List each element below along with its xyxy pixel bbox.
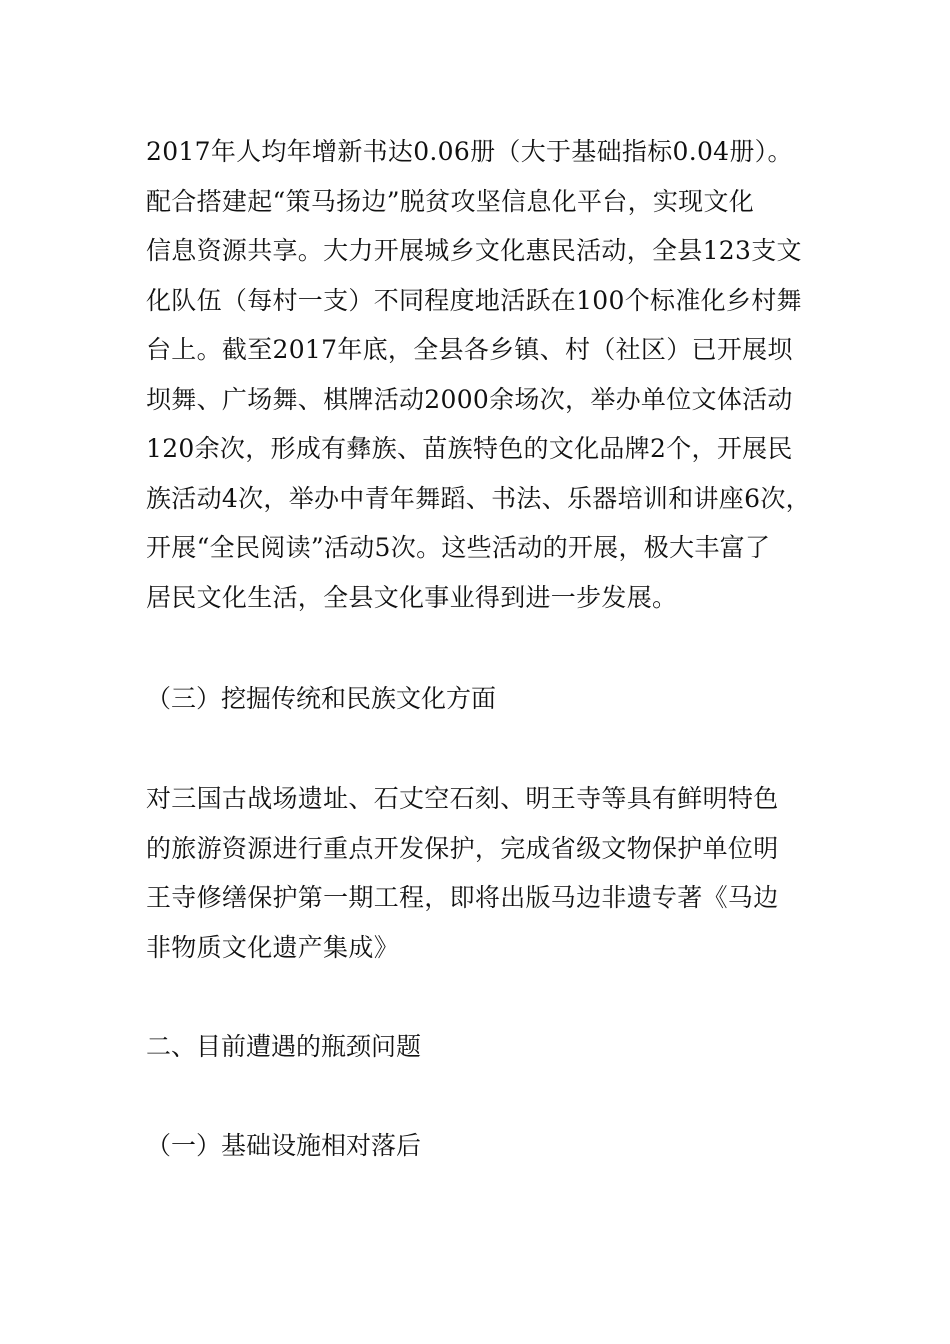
text-line: 坝舞、广场舞、棋牌活动2000余场次，举办单位文体活动 [146, 384, 793, 414]
text-line: 王寺修缮保护第一期工程，即将出版马边非遗专著《马边 [146, 883, 779, 912]
text-line: 台上。截至2017年底，全县各乡镇、村（社区）已开展坝 [146, 335, 793, 364]
text-line: 配合搭建起“策马扬边”脱贫攻坚信息化平台，实现文化 [146, 186, 755, 216]
text-line: 2017年人均年增新书达0.06册（大于基础指标0.04册）。 [146, 137, 793, 166]
text-line: 对三国古战场遗址、石丈空石刻、明王寺等具有鲜明特色 [146, 784, 779, 813]
text-line: 非物质文化遗产集成》 [146, 932, 400, 962]
paragraph-culture-activities [146, 127, 816, 622]
text-line: 化队伍（每村一支）不同程度地活跃在100个标准化乡村舞 [146, 285, 802, 315]
text-line: 族活动4次，举办中青年舞蹈、书法、乐器培训和讲座6次， [146, 483, 811, 513]
text-line: 120余次，形成有彝族、苗族特色的文化品牌2个，开展民 [146, 434, 793, 463]
section-heading-traditional-culture: （三）挖掘传统和民族文化方面 [146, 684, 497, 713]
paragraph-heritage-protection [146, 774, 816, 972]
subsection-heading-infrastructure: （一）基础设施相对落后 [146, 1131, 422, 1160]
text-line: 信息资源共享。大力开展城乡文化惠民活动，全县123支文 [146, 236, 802, 265]
part-heading-bottleneck-issues: 二、目前遭遇的瓶颈问题 [146, 1032, 422, 1061]
text-line: 的旅游资源进行重点开发保护，完成省级文物保护单位明 [146, 833, 779, 863]
text-line: 开展“全民阅读”活动5次。这些活动的开展，极大丰富了 [146, 533, 771, 562]
text-line: 居民文化生活，全县文化事业得到进一步发展。 [146, 582, 678, 612]
